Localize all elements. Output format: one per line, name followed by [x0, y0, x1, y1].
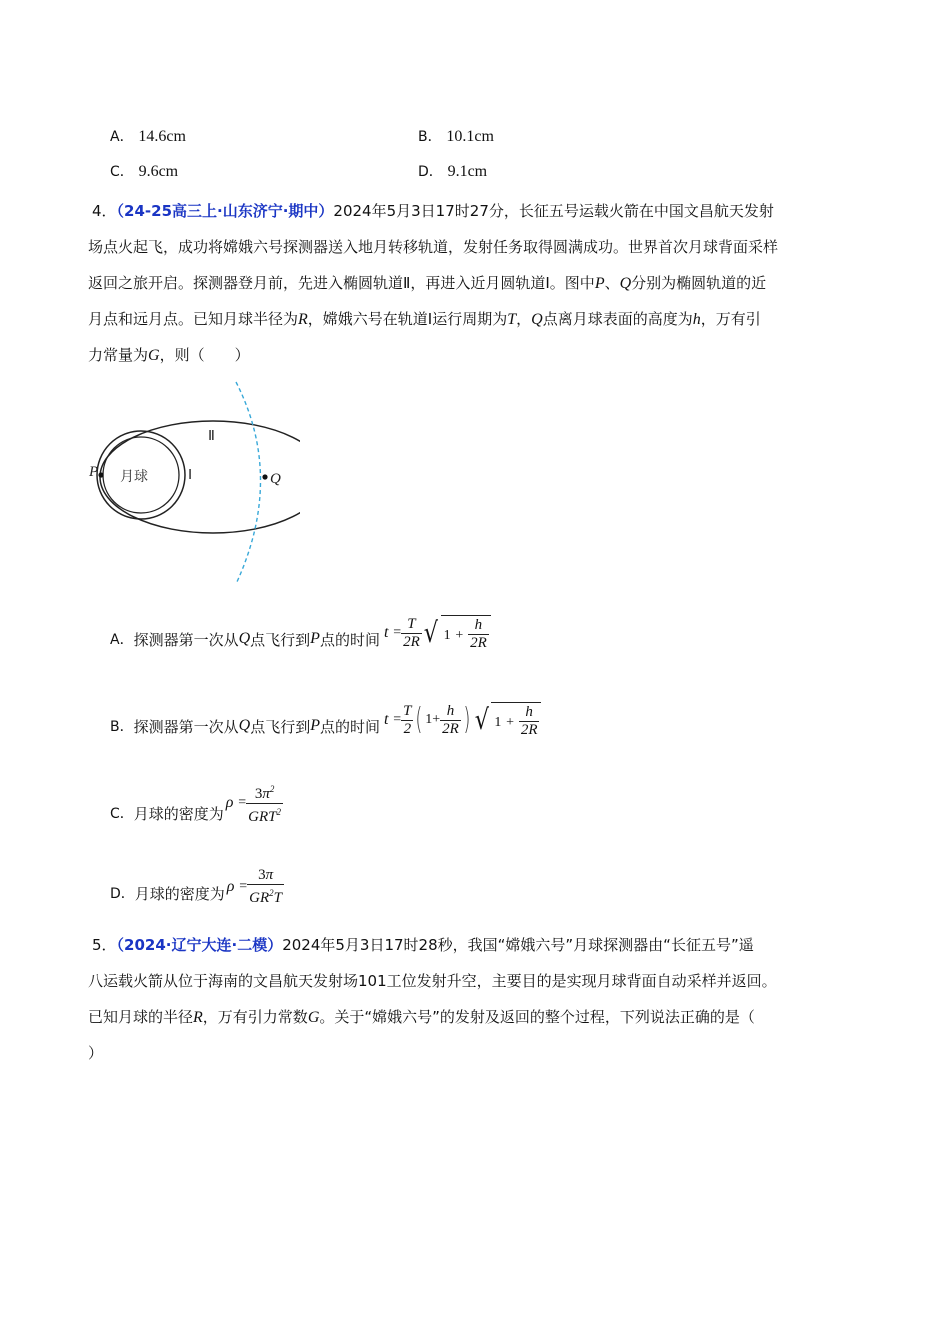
option-a-value: 14.6cm	[138, 128, 186, 145]
q4-option-a-label: A．	[110, 632, 134, 648]
q4-option-b-text2: 点飞行到	[250, 717, 311, 736]
q5-text-3a: 已知月球的半径	[88, 1008, 194, 1026]
q4-option-b[interactable]	[110, 700, 541, 752]
moon-label: 月球	[120, 469, 148, 485]
q4-option-a-text3: 点的时间	[319, 630, 380, 649]
q5-line-1	[92, 934, 754, 955]
option-d-value: 9.1cm	[447, 163, 488, 180]
q4-line-5	[88, 344, 250, 365]
var-q-b: Q	[238, 717, 251, 734]
option-b-value: 10.1cm	[446, 128, 494, 145]
var-q: Q	[619, 275, 632, 292]
q5-text-3b: ，万有引力常数	[202, 1008, 308, 1026]
label-q: Q	[270, 471, 281, 487]
q4-option-b-text1: 探测器第一次从	[133, 717, 239, 736]
q4-text-4a: 月点和远月点。已知月球半径为	[88, 310, 299, 328]
formula-d: ρ = $\frac{3\pi}{GR^2T}$	[226, 867, 283, 906]
q4-option-d[interactable]	[110, 868, 284, 918]
q4-line-4	[88, 308, 761, 329]
q5-source: （2024·辽宁大连·二模）	[116, 936, 283, 954]
var-g: G	[148, 347, 160, 364]
q4-text-3: 返回之旅开启。探测器登月前，先进入椭圆轨道Ⅱ，再进入近月圆轨道Ⅰ。图中	[88, 274, 595, 292]
formula-a: t = $\frac{T}{2R}$ √ 1 + $\frac{h}{2R}$	[384, 615, 491, 652]
q4-option-d-label: D．	[110, 886, 135, 902]
q4-number: 4．	[92, 202, 117, 220]
point-q	[262, 474, 267, 479]
q4-line-2: 场点火起飞，成功将嫦娥六号探测器送入地月转移轨道，发射任务取得圆满成功。世界首次月球背面采样	[88, 238, 779, 256]
var-p-a: P	[310, 630, 320, 647]
label-p: P	[89, 464, 99, 480]
q5-line-3	[88, 1006, 755, 1027]
option-d[interactable]	[418, 161, 487, 181]
var-t: T	[507, 311, 517, 328]
point-p	[98, 472, 103, 477]
q4-option-c-text: 月球的密度为	[133, 804, 224, 823]
var-r-q5: R	[193, 1009, 203, 1026]
var-p: P	[594, 275, 605, 292]
q4-text-3-end: 分别为椭圆轨道的近	[631, 274, 767, 292]
q4-option-c-label: C．	[110, 806, 134, 822]
var-p-b: P	[310, 717, 320, 734]
var-q-a: Q	[238, 630, 251, 647]
option-c-label: C．	[110, 164, 134, 180]
q4-option-c[interactable]	[110, 783, 283, 838]
label-ii: Ⅱ	[208, 429, 215, 444]
q4-option-b-text3: 点的时间	[319, 717, 380, 736]
var-h: h	[692, 311, 701, 328]
q4-text-4e: ，万有引	[700, 310, 761, 328]
q4-text-5a: 力常量为	[88, 346, 149, 364]
option-d-label: D．	[418, 164, 443, 180]
formula-c: ρ = $\frac{3\pi^2}{GRT^2}$	[226, 781, 283, 826]
q5-text-3c: 。关于“嫦娥六号”的发射及返回的整个过程，下列说法正确的是（	[319, 1008, 755, 1026]
option-c-value: 9.6cm	[138, 163, 179, 180]
q5-text-1: 2024年5月3日17时28秒，我国“嫦娥六号”月球探测器由“长征五号”遥	[282, 936, 754, 954]
var-q-2: Q	[531, 311, 543, 328]
label-i: Ⅰ	[188, 468, 193, 483]
q4-option-d-text: 月球的密度为	[134, 884, 225, 903]
option-b[interactable]	[418, 126, 494, 146]
q4-option-b-label: B．	[110, 719, 134, 735]
q5-number: 5．	[92, 936, 117, 954]
q5-line-4: ）	[88, 1044, 104, 1062]
q4-text-5b: ，则（ ）	[159, 346, 250, 364]
q4-source: （24-25高三上·山东济宁·期中）	[116, 202, 334, 220]
option-a-label: A．	[110, 129, 134, 145]
option-b-label: B．	[418, 129, 442, 145]
dashed-arc	[236, 382, 261, 584]
orbit-figure	[80, 378, 300, 588]
q4-line-1	[92, 200, 774, 221]
q4-text-4d: 点离月球表面的高度为	[542, 310, 693, 328]
q5-line-2: 八运载火箭从位于海南的文昌航天发射场101工位发射升空，主要目的是实现月球背面自动采样并返回。	[88, 972, 777, 990]
option-c[interactable]	[110, 161, 178, 181]
q4-text-4c: ，	[516, 310, 532, 328]
q4-sep: 、	[604, 274, 620, 292]
var-g-q5: G	[307, 1009, 320, 1026]
formula-b: t = $\frac{T}{2}$ ( 1 + $\frac{h}{2R}$ ) √ 1 + $\frac{h}{2R}$	[384, 702, 541, 739]
q4-option-a-text1: 探测器第一次从	[133, 630, 239, 649]
q4-text-1: 2024年5月3日17时27分，长征五号运载火箭在中国文昌航天发射	[333, 202, 774, 220]
q4-option-a-text2: 点飞行到	[250, 630, 311, 649]
q4-line-3	[88, 272, 766, 293]
q4-option-a[interactable]	[110, 614, 491, 664]
q4-text-4b: ，嫦娥六号在轨道Ⅰ运行周期为	[307, 310, 508, 328]
var-r: R	[298, 311, 308, 328]
option-a[interactable]	[110, 126, 186, 146]
